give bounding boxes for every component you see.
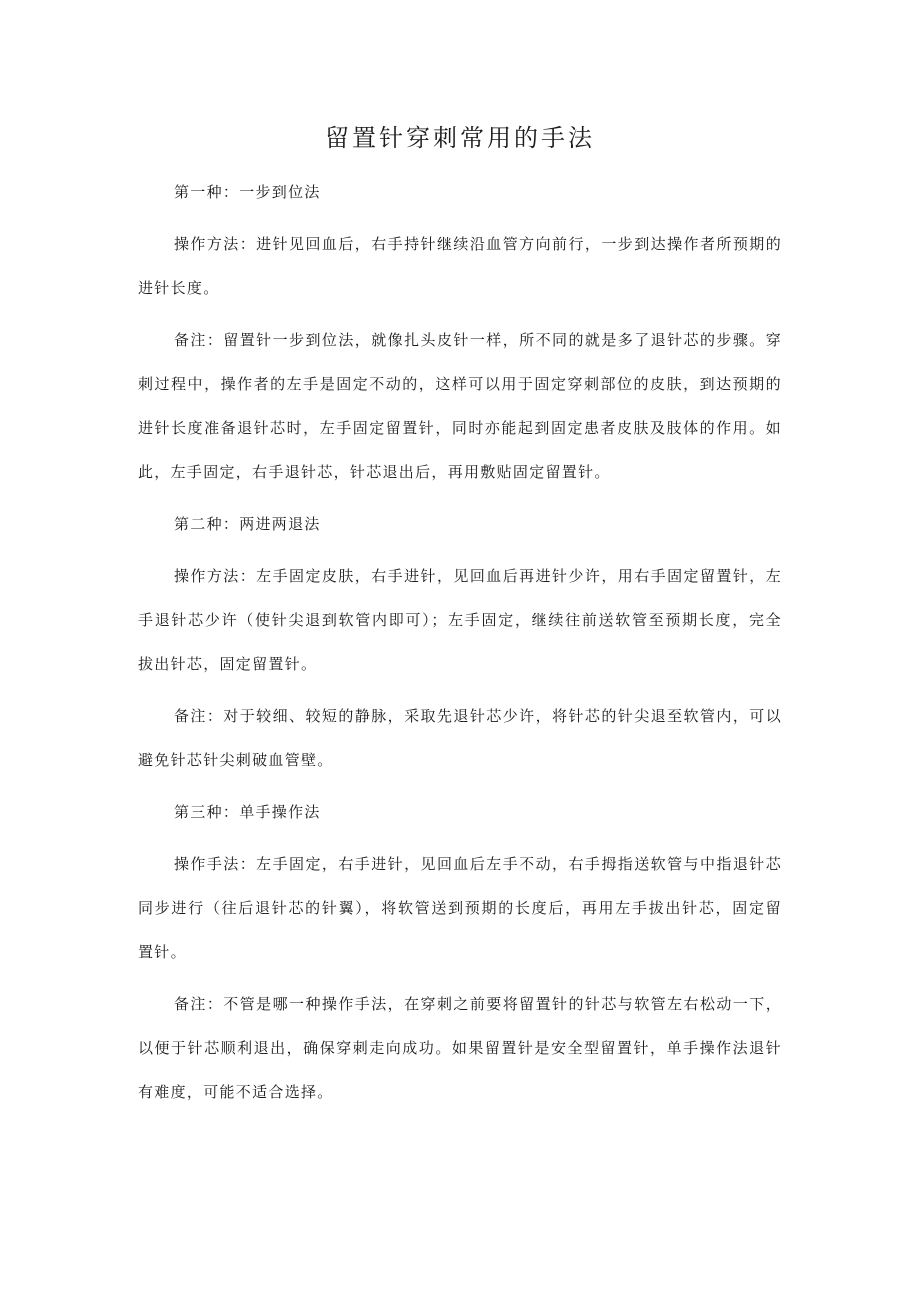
section-heading: 第三种：单手操作法: [174, 803, 321, 821]
section-heading: 第二种：两进两退法: [174, 515, 321, 533]
section-heading: 第一种：一步到位法: [174, 183, 321, 201]
section-note: 备注：不管是哪一种操作手法，在穿刺之前要将留置针的针芯与软管左右松动一下，以便于针芯顺利退出，确保穿刺走向成功。如果留置针是安全型留置针，单手操作法退针有难度，可能不适合选择。: [138, 995, 782, 1101]
section-1: [138, 170, 782, 494]
section-note: 备注：留置针一步到位法，就像扎头皮针一样，所不同的就是多了退针芯的步骤。穿刺过程中，操作者的左手是固定不动的，这样可以用于固定穿刺部位的皮肤，到达预期的进针长度准备退针芯时，左手固定留置针，同时亦能起到固定患者皮肤及肢体的作用。如此，左手固定，右手退针芯，针芯退出后，再用敷贴固定留置针。: [138, 331, 782, 481]
document-title: 留置针穿刺常用的手法: [325, 124, 595, 152]
section-note: 备注：对于较细、较短的静脉，采取先退针芯少许，将针芯的针尖退至软管内，可以避免针芯针尖刺破血管壁。: [138, 707, 782, 769]
section-method: 操作手法：左手固定，右手进针，见回血后左手不动，右手拇指送软管与中指退针芯同步进行（往后退针芯的针翼），将软管送到预期的长度后，再用左手拔出针芯，固定留置针。: [138, 855, 782, 961]
section-2: [138, 502, 782, 782]
section-method: 操作方法：进针见回血后，右手持针继续沿血管方向前行，一步到达操作者所预期的进针长度。: [138, 235, 782, 297]
section-3: [138, 790, 782, 1114]
section-method: 操作方法：左手固定皮肤，右手进针，见回血后再进针少许，用右手固定留置针，左手退针芯少许（使针尖退到软管内即可）；左手固定，继续往前送软管至预期长度，完全拔出针芯，固定留置针。: [138, 567, 782, 673]
